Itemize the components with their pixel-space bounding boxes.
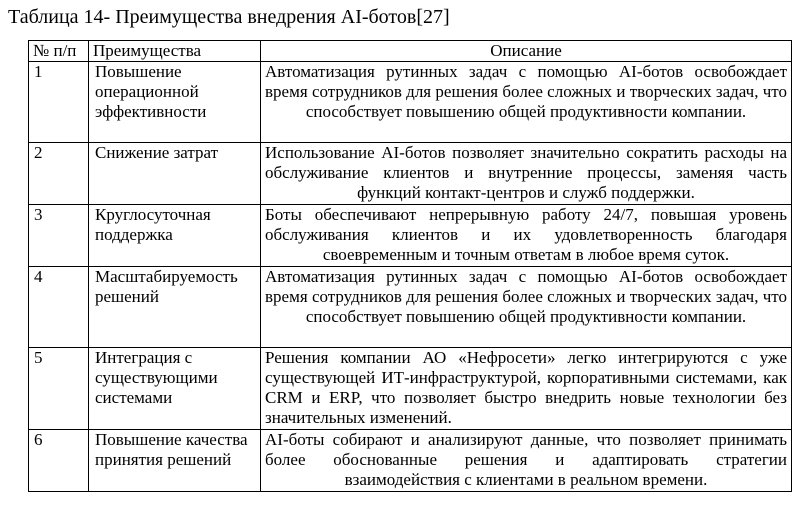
row-advantage: Интеграция с существующими системами (89, 348, 261, 430)
table-header-row (29, 41, 792, 62)
row-description: Решения компании АО «Нефросети» легко интегрируются с уже существующей ИТ-инфраструктурой, корпоративными системами, как CRM и ERP, что позволяет быстро внедрить новые технологии без значительных изменений. (261, 348, 792, 430)
row-num: 3 (29, 205, 89, 267)
table-caption: Таблица 14- Преимущества внедрения AI-ботов[27] (8, 6, 450, 28)
table-row (29, 143, 792, 205)
header-num: № п/п (29, 41, 89, 62)
header-description: Описание (261, 41, 792, 62)
table-row (29, 62, 792, 143)
row-num: 4 (29, 267, 89, 348)
row-advantage: Повышение качества принятия решений (89, 430, 261, 492)
row-description: AI-боты собирают и анализируют данные, что позволяет принимать более обоснованные решения и адаптировать стратегии взаимодействия с клиентами в реальном времени. (261, 430, 792, 492)
table-row (29, 430, 792, 492)
row-num: 1 (29, 62, 89, 143)
row-advantage: Повышение операционной эффективности (89, 62, 261, 143)
row-advantage: Масштабируемость решений (89, 267, 261, 348)
advantages-table (28, 40, 792, 492)
table-row (29, 267, 792, 348)
row-num: 2 (29, 143, 89, 205)
header-advantage: Преимущества (89, 41, 261, 62)
table-row (29, 348, 792, 430)
row-advantage: Снижение затрат (89, 143, 261, 205)
row-description: Использование AI-ботов позволяет значительно сократить расходы на обслуживание клиентов и внутренние процессы, заменяя часть функций контакт-центров и служб поддержки. (261, 143, 792, 205)
row-advantage: Круглосуточная поддержка (89, 205, 261, 267)
row-description: Автоматизация рутинных задач с помощью AI-ботов освобождает время сотрудников для решения более сложных и творческих задач, что способствует повышению общей продуктивности компании. (261, 267, 792, 348)
table-row (29, 205, 792, 267)
row-description: Боты обеспечивают непрерывную работу 24/7, повышая уровень обслуживания клиентов и их удовлетворенность благодаря своевременным и точным ответам в любое время суток. (261, 205, 792, 267)
row-num: 6 (29, 430, 89, 492)
row-num: 5 (29, 348, 89, 430)
row-description: Автоматизация рутинных задач с помощью AI-ботов освобождает время сотрудников для решения более сложных и творческих задач, что способствует повышению общей продуктивности компании. (261, 62, 792, 143)
